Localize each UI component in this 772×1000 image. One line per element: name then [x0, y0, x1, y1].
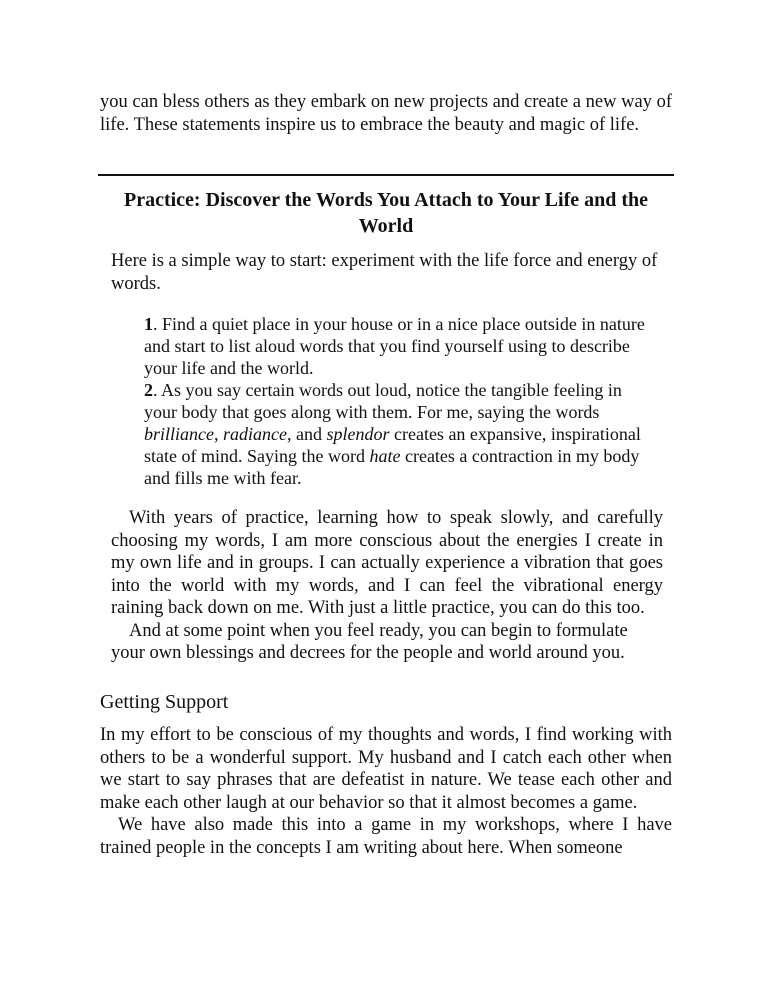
- intro-paragraph: you can bless others as they embark on new projects and create a new way of life. These statements inspire us to embrace the beauty and magic of life.: [100, 92, 672, 135]
- support-body: [100, 724, 672, 859]
- practice-title: Practice: Discover the Words You Attach to Your Life and the World: [123, 189, 649, 237]
- step-item: [144, 379, 654, 489]
- body-paragraph: In my effort to be conscious of my thoughts and words, I find working with others to be a wonderful support. My husband and I catch each other when we start to say phrases that are defeatist in nature. We tease each other and make each other laugh at our behavior so that it almost becomes a game.: [100, 725, 672, 813]
- emphasis-word: radiance: [223, 424, 287, 444]
- step-text: . As you say certain words out loud, notice the tangible feeling in your body that goes along with them. For me, saying the words: [144, 380, 622, 422]
- step-text: ,: [214, 424, 223, 444]
- section-heading: Getting Support: [100, 691, 229, 713]
- step-text: . Find a quiet place in your house or in a nice place outside in nature and start to list aloud words that you find yourself using to describe your life and the world.: [144, 314, 645, 378]
- step-number: 2: [144, 380, 153, 400]
- body-paragraph: We have also made this into a game in my workshops, where I have trained people in the concepts I am writing about here. When someone: [100, 815, 672, 858]
- step-text: creates a contraction in my body and fills me with fear.: [144, 446, 640, 488]
- practice-steps: [144, 313, 654, 489]
- practice-lead: Here is a simple way to start: experiment with the life force and energy of words.: [111, 251, 658, 294]
- emphasis-word: brilliance: [144, 424, 214, 444]
- emphasis-word: splendor: [326, 424, 390, 444]
- practice-body: [111, 507, 663, 665]
- step-item: [144, 313, 654, 379]
- step-number: 1: [144, 314, 153, 334]
- step-text: , and: [286, 424, 327, 444]
- emphasis-word: hate: [369, 446, 401, 466]
- body-paragraph: With years of practice, learning how to speak slowly, and carefully choosing my words, I am more conscious about the energies I create in my own life and in groups. I can actually experience a vibration that goes into the world with my words, and I can feel the vibrational energy raining back down on me. With just a little practice, you can do this too.: [111, 508, 663, 618]
- step-text: creates an expansive, inspirational state of mind. Saying the word: [144, 424, 641, 466]
- section-divider: [98, 174, 674, 176]
- body-paragraph: And at some point when you feel ready, you can begin to formulate your own blessings and decrees for the people and world around you.: [111, 620, 628, 663]
